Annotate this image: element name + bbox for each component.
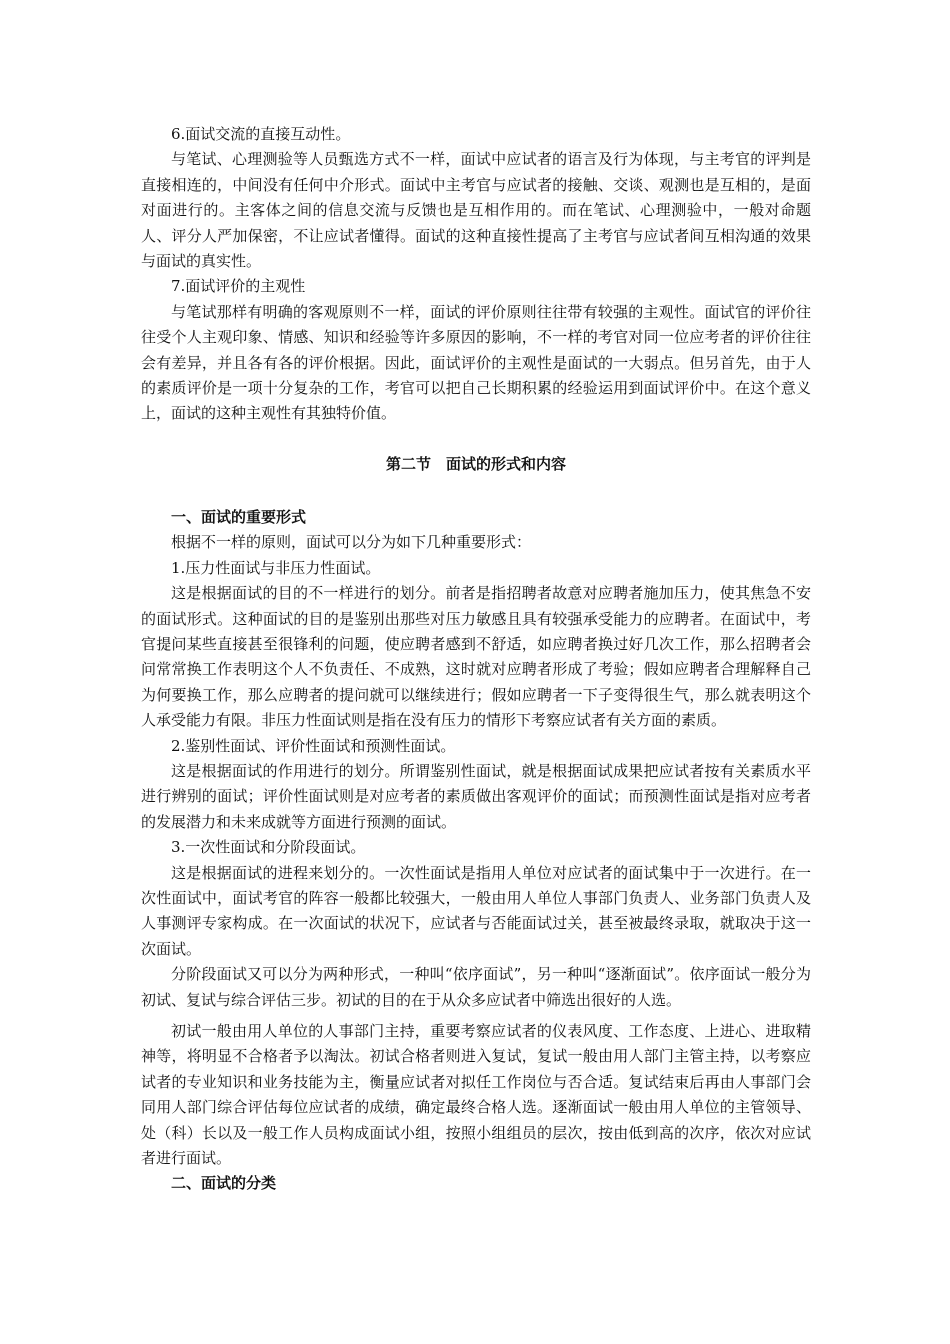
part-1-intro: 根据不一样的原则，面试可以分为如下几种重要形式：	[171, 533, 532, 552]
form-2-body: 这是根据面试的作用进行的划分。所谓鉴别性面试，就是根据面试成果把应试者按有关素质水平进行辨别的面试；评价性面试则是对应考者的素质做出客观评价的面试；而预测性面试是指对应考者的发展潜力和未来成就等方面进行预测的面试。	[141, 761, 811, 831]
item-7-title: 7.面试评价的主观性	[171, 277, 306, 296]
section-title: 第二节 面试的形式和内容	[385, 454, 566, 473]
form-1-title: 1.压力性面试与非压力性面试。	[171, 558, 381, 577]
form-3-body-3: 初试一般由用人单位的人事部门主持，重要考察应试者的仪表风度、工作态度、上进心、进取精神等，将明显不合格者予以淘汰。初试合格者则进入复试，复试一般由用人部门主管主持，以考察应试者的专业知识和业务技能为主，衡量应试者对拟任工作岗位与否合适。复试结束后再由人事部门会同用人部门综合评估每位应试者的成绩，确定最终合格人选。逐渐面试一般由用人单位的主管领导、处（科）长以及一般工作人员构成面试小组，按照小组组员的层次，按由低到高的次序，依次对应试者进行面试。	[141, 1022, 811, 1168]
form-2-title: 2.鉴别性面试、评价性面试和预测性面试。	[171, 736, 456, 755]
part-2-heading: 二、面试的分类	[171, 1174, 277, 1193]
part-1-heading: 一、面试的重要形式	[171, 507, 307, 526]
form-3-body-1: 这是根据面试的进程来划分的。一次性面试是指用人单位对应试者的面试集中于一次进行。在一次性面试中，面试考官的阵容一般都比较强大，一般由用人单位人事部门负责人、业务部门负责人及人事测评专家构成。在一次面试的状况下，应试者与否能面试过关，甚至被最终录取，就取决于这一次面试。	[141, 863, 811, 958]
form-3-body-2: 分阶段面试又可以分为两种形式，一种叫“依序面试”，另一种叫“逐渐面试”。依序面试一般分为初试、复试与综合评估三步。初试的目的在于从众多应试者中筛选出很好的人选。	[141, 965, 811, 1009]
item-7-body: 与笔试那样有明确的客观原则不一样，面试的评价原则往往带有较强的主观性。面试官的评价往往受个人主观印象、情感、知识和经验等许多原因的影响，不一样的考官对同一位应考者的评价往往会有差异，并且各有各的评价根据。因此，面试评价的主观性是面试的一大弱点。但另首先，由于人的素质评价是一项十分复杂的工作，考官可以把自己长期积累的经验运用到面试评价中。在这个意义上，面试的这种主观性有其独特价值。	[141, 302, 811, 423]
document-page	[141, 122, 811, 1197]
form-3-title: 3.一次性面试和分阶段面试。	[171, 838, 366, 857]
item-6-title: 6.面试交流的直接互动性。	[171, 125, 351, 143]
form-1-body: 这是根据面试的目的不一样进行的划分。前者是指招聘者故意对应聘者施加压力，使其焦急不安的面试形式。这种面试的目的是鉴别出那些对压力敏感且具有较强承受能力的应聘者。在面试中，考官提问某些直接甚至很锋利的问题，使应聘者感到不舒适，如应聘者换过好几次工作，那么招聘者会问常常换工作表明这个人不负责任、不成熟，这时就对应聘者形成了考验；假如应聘者合理解释自己为何要换工作，那么应聘者的提问就可以继续进行；假如应聘者一下子变得很生气，那么就表明这个人承受能力有限。非压力性面试则是指在没有压力的情形下考察应试者有关方面的素质。	[141, 584, 811, 730]
item-6-body: 与笔试、心理测验等人员甄选方式不一样，面试中应试者的语言及行为体现，与主考官的评判是直接相连的，中间没有任何中介形式。面试中主考官与应试者的接触、交谈、观测也是互相的，是面对面进行的。主客体之间的信息交流与反馈也是互相作用的。而在笔试、心理测验中，一般对命题人、评分人严加保密，不让应试者懂得。面试的这种直接性提高了主考官与应试者间互相沟通的效果与面试的真实性。	[141, 150, 811, 271]
